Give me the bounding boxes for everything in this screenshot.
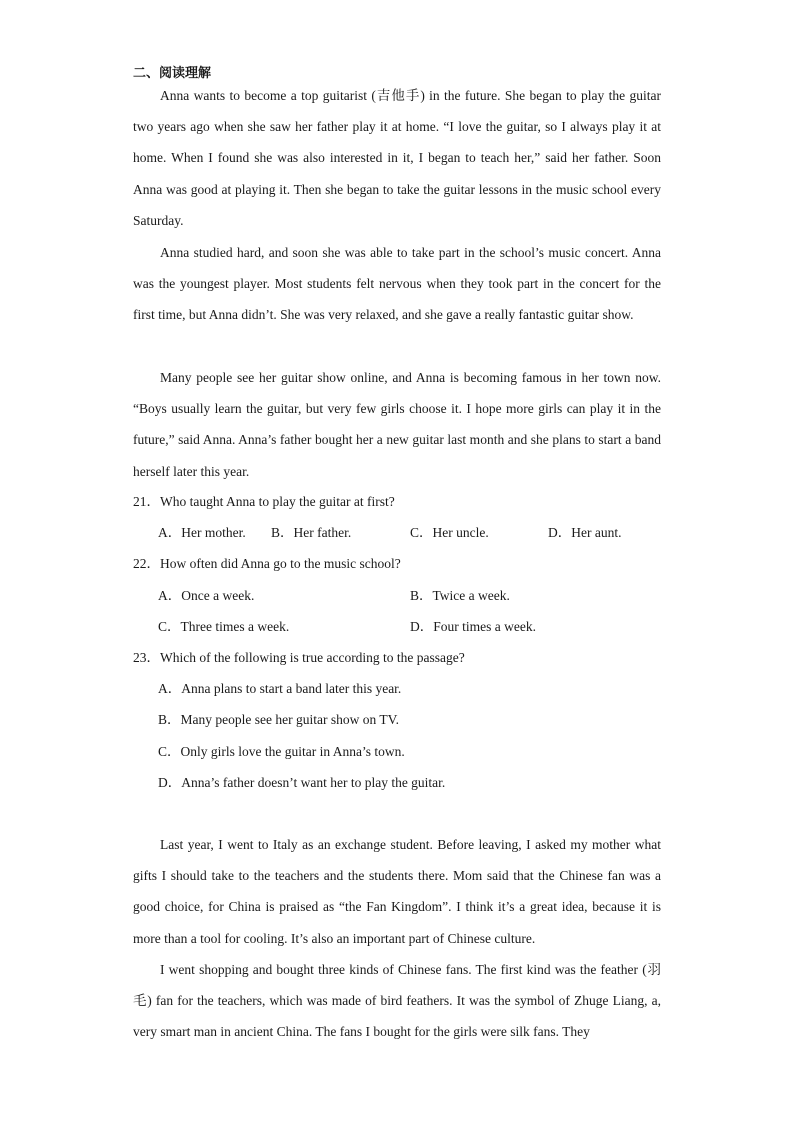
question-22-option-b: B．Twice a week.	[410, 588, 510, 603]
question-23-option-d: D．Anna’s father doesn’t want her to play the guitar.	[158, 775, 446, 790]
question-23-option-a: A．Anna plans to start a band later this year.	[158, 681, 402, 696]
passage2-paragraph-2: I went shopping and bought three kinds of Chinese fans. The first kind was the feather (羽毛) fan for the teachers, which was made of bird feathers. It was the symbol of Zhuge Liang, a, very smart man in ancient China. The fans I bought for the girls were silk fans. They	[133, 962, 661, 1040]
question-21-option-b: B．Her father.	[271, 525, 352, 540]
passage1-paragraph-1: Anna wants to become a top guitarist (吉他手) in the future. She began to play the guitar two years ago when she saw her father play it at home. “I love the guitar, so I always play it at home. When I found she was also interested in it, I began to teach her,” said her father. Soon Anna was good at playing it. Then she began to take the guitar lessons in the music school every Saturday.	[133, 88, 661, 228]
question-23-option-c: C．Only girls love the guitar in Anna’s town.	[158, 744, 405, 759]
question-21-option-c: C．Her uncle.	[410, 525, 489, 540]
question-21-option-a: A．Her mother.	[158, 525, 246, 540]
question-22-option-c: C．Three times a week.	[158, 619, 290, 634]
question-23-stem: 23．Which of the following is true according to the passage?	[133, 650, 465, 665]
question-22-option-d: D．Four times a week.	[410, 619, 536, 634]
passage1-paragraph-3: Many people see her guitar show online, and Anna is becoming famous in her town now. “Boys usually learn the guitar, but very few girls choose it. I hope more girls can play it in the future,” said Anna. Anna’s father bought her a new guitar last month and she plans to start a band herself later this year.	[133, 370, 661, 479]
question-22-option-a: A．Once a week.	[158, 588, 255, 603]
passage1-paragraph-2: Anna studied hard, and soon she was able to take part in the school’s music concert. Anna was the youngest player. Most students felt nervous when they took part in the concert for the first time, but Anna didn’t. She was very relaxed, and she gave a really fantastic guitar show.	[133, 245, 661, 323]
question-22-stem: 22．How often did Anna go to the music school?	[133, 556, 401, 571]
question-21-stem: 21．Who taught Anna to play the guitar at first?	[133, 494, 395, 509]
passage2-paragraph-1: Last year, I went to Italy as an exchange student. Before leaving, I asked my mother what gifts I should take to the teachers and the students there. Mom said that the Chinese fan was a good choice, for China is praised as “the Fan Kingdom”. I think it’s a great idea, because it is more than a tool for cooling. It’s also an important part of Chinese culture.	[133, 837, 661, 946]
section-title: 二、阅读理解	[133, 66, 212, 81]
question-21-option-d: D．Her aunt.	[548, 525, 622, 540]
question-23-option-b: B．Many people see her guitar show on TV.	[158, 712, 399, 727]
